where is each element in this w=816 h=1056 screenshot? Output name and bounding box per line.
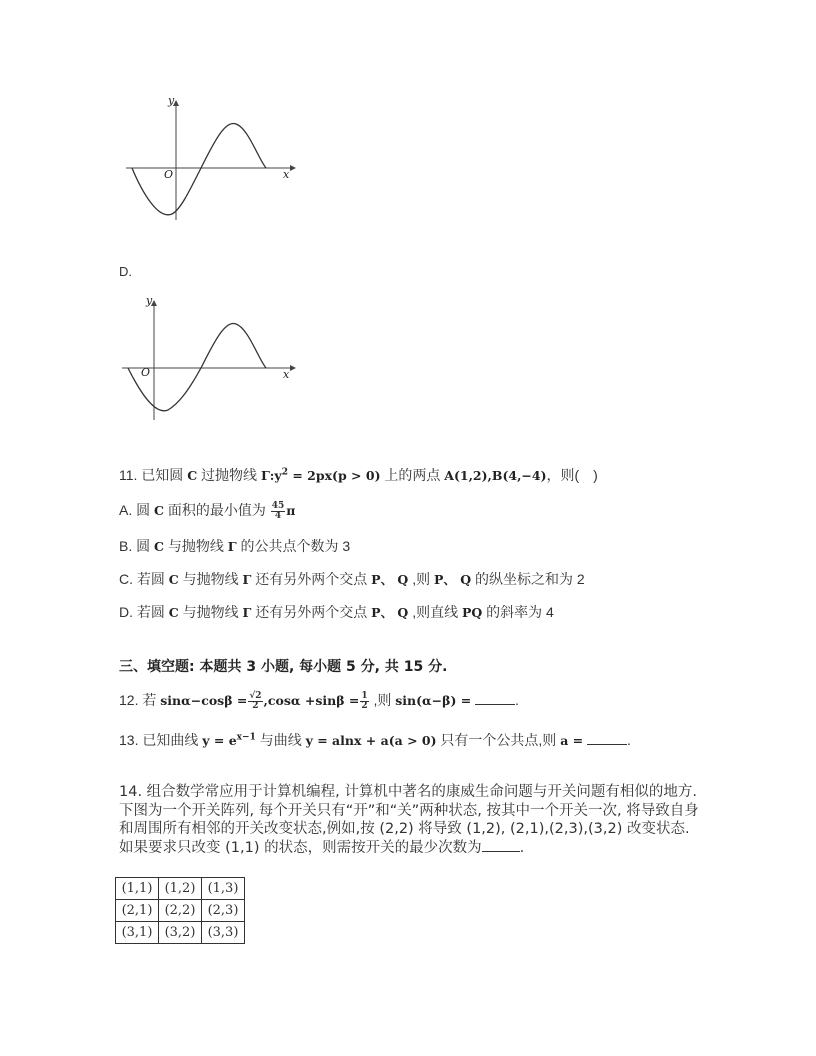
- graph-bottom: [118, 296, 298, 426]
- answer-blank[interactable]: [587, 732, 627, 745]
- graph-top: [118, 96, 298, 226]
- question-12: 12. 若 sinα−cosβ = $\frac{√2}{2}$ ,cosα +sinβ = $\frac{1}{2}$ ,则 sin(α−β) = .: [119, 690, 519, 711]
- q11-option-a: A. 圆 C 面积的最小值为 $\frac{45}{4}$ π: [119, 500, 296, 521]
- section-title: 三、填空题: 本题共 3 小题, 每小题 5 分, 共 15 分.: [119, 659, 448, 675]
- origin-label: O: [164, 168, 174, 181]
- switch-cell: (1,1): [116, 878, 159, 900]
- switch-cell: (3,3): [202, 922, 245, 944]
- switch-cell: (2,1): [116, 900, 159, 922]
- question-14: 14. 组合数学常应用于计算机编程, 计算机中著名的康威生命问题与开关问题有相似的地方. 下图为一个开关阵列, 每个开关只有“开”和“关”两种状态, 按其中一个开关一次, 将导致自身和周围所有相邻的开关改变状态,例如,按 (2,2) 将导致 (1,2), (2,1),(2,3),(3,2) 改变状态. 如果要求只改变 (1,1) 的状态，则需按开关的最少次数为 .: [119, 784, 699, 856]
- switch-cell: (3,1): [116, 922, 159, 944]
- switch-cell: (2,2): [159, 900, 202, 922]
- fraction: $\frac{√2}{2}$: [249, 690, 262, 711]
- switch-cell: (1,3): [202, 878, 245, 900]
- q11-option-c: C. 若圆 C 与抛物线 Γ 还有另外两个交点 P、 Q ,则 P、 Q 的纵坐标之和为 2: [119, 571, 585, 587]
- q11-option-b: B. 圆 C 与抛物线 Γ 的公共点个数为 3: [119, 538, 351, 554]
- q11-option-d: D. 若圆 C 与抛物线 Γ 还有另外两个交点 P、 Q ,则直线 PQ 的斜率为 4: [119, 604, 554, 620]
- table-row: [116, 878, 245, 900]
- switch-cell: (1,2): [159, 878, 202, 900]
- x-axis-label: x: [283, 368, 290, 381]
- table-row: [116, 900, 245, 922]
- answer-blank[interactable]: [482, 839, 520, 852]
- question-11: 11. 已知圆 C 过抛物线 $\Gamma:y^2 = 2px(p > 0)$ 上的两点 A(1,2),B(4,−4)，则( ): [119, 467, 598, 483]
- fraction: $\frac{45}{4}$: [271, 500, 285, 521]
- x-axis-label: x: [283, 168, 290, 181]
- switch-grid-table: [115, 877, 245, 944]
- origin-label: O: [141, 366, 151, 379]
- fraction: $\frac{1}{2}$: [361, 690, 368, 711]
- question-13: 13. 已知曲线 $y = e^{x-1}$ 与曲线 y = alnx + a(a > 0) 只有一个公共点,则 a = .: [119, 732, 631, 748]
- table-row: [116, 922, 245, 944]
- switch-cell: (3,2): [159, 922, 202, 944]
- switch-cell: (2,3): [202, 900, 245, 922]
- answer-blank[interactable]: [475, 692, 515, 705]
- y-axis-label: y: [146, 294, 153, 307]
- y-axis-label: y: [168, 94, 175, 107]
- option-d-label: D.: [119, 264, 132, 279]
